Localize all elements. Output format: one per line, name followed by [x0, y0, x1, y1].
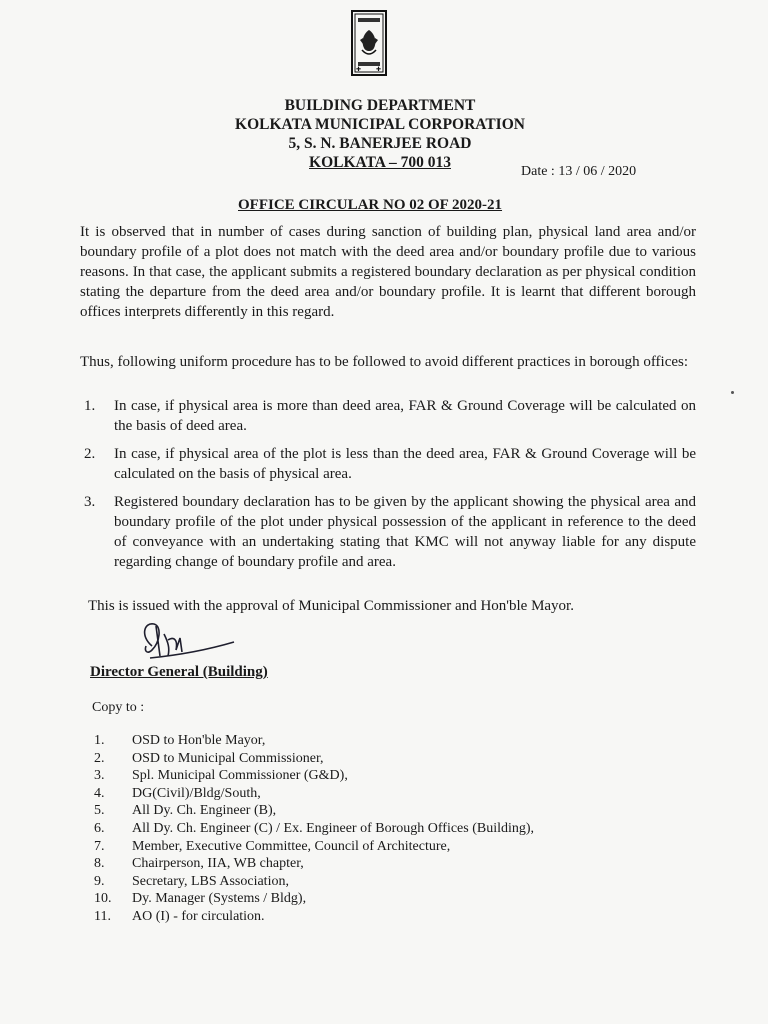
circular-title: OFFICE CIRCULAR NO 02 OF 2020-21	[238, 197, 503, 213]
recipient-number: 7.	[94, 838, 105, 854]
point-text: Registered boundary declaration has to be given by the applicant showing the physical area and boundary profile of the plot under physical possession of the applicant in reference to the deed of conveyance with an undertaking stating that KMC will not anyway liable for any dispute regarding change of boundary profile and area.	[114, 494, 696, 570]
recipient-text: OSD to Hon'ble Mayor,	[132, 733, 266, 748]
address-line: 5, S. N. BANERJEE ROAD	[288, 135, 472, 152]
circular-date: Date : 13 / 06 / 2020	[521, 164, 637, 179]
svg-text:✚: ✚	[376, 67, 382, 73]
recipient-number: 9.	[94, 873, 105, 889]
recipient-number: 8.	[94, 856, 105, 872]
recipient-text: All Dy. Ch. Engineer (C) / Ex. Engineer of Borough Offices (Building),	[132, 820, 535, 836]
recipient-number: 4.	[94, 785, 105, 801]
list-item	[80, 492, 696, 572]
recipient-text: Secretary, LBS Association,	[132, 873, 289, 889]
letterhead	[200, 96, 560, 172]
list-item	[94, 890, 694, 908]
recipient-number: 10.	[94, 891, 112, 907]
point-number: 2.	[84, 446, 96, 462]
recipient-number: 1.	[94, 733, 105, 748]
recipient-text: AO (I) - for circulation.	[132, 908, 265, 924]
copy-to-label: Copy to :	[92, 700, 145, 715]
recipient-text: Spl. Municipal Commissioner (G&D),	[132, 768, 348, 784]
signature-icon	[130, 616, 240, 670]
approval-note: This is issued with the approval of Municipal Commissioner and Hon'ble Mayor.	[88, 598, 574, 614]
recipient-number: 3.	[94, 768, 105, 784]
list-item	[94, 732, 694, 750]
point-text: In case, if physical area is more than deed area, FAR & Ground Coverage will be calculated on the basis of deed area.	[114, 398, 696, 434]
list-item	[94, 873, 694, 891]
recipient-number: 11.	[94, 908, 111, 924]
svg-text:✚: ✚	[356, 67, 362, 73]
procedure-paragraph: Thus, following uniform procedure has to be followed to avoid different practices in borough offices:	[80, 354, 689, 370]
point-number: 1.	[84, 398, 96, 414]
recipient-number: 5.	[94, 803, 105, 819]
list-item	[94, 785, 694, 803]
scan-speck	[731, 391, 734, 394]
recipient-text: OSD to Municipal Commissioner,	[132, 750, 324, 766]
recipient-number: 2.	[94, 750, 105, 766]
recipient-text: Dy. Manager (Systems / Bldg),	[132, 891, 307, 907]
city-line: KOLKATA – 700 013	[309, 154, 451, 171]
recipient-text: All Dy. Ch. Engineer (B),	[132, 803, 277, 819]
recipient-text: Member, Executive Committee, Council of Architecture,	[132, 838, 451, 854]
list-item	[94, 855, 694, 873]
list-item	[80, 444, 696, 484]
signatory-title: Director General (Building)	[90, 664, 268, 680]
kmc-emblem-icon	[351, 10, 387, 76]
list-item	[94, 908, 694, 926]
list-item	[94, 802, 694, 820]
recipient-text: DG(Civil)/Bldg/South,	[132, 785, 261, 801]
list-item	[94, 820, 694, 838]
point-text: In case, if physical area of the plot is less than the deed area, FAR & Ground Coverage will be calculated on the basis of physical area.	[114, 446, 696, 482]
copy-recipients	[94, 732, 694, 926]
list-item	[94, 838, 694, 856]
recipient-number: 6.	[94, 820, 105, 836]
list-item	[80, 396, 696, 436]
point-number: 3.	[84, 494, 96, 510]
recipient-text: Chairperson, IIA, WB chapter,	[132, 856, 304, 872]
list-item	[94, 767, 694, 785]
intro-paragraph: It is observed that in number of cases during sanction of building plan, physical land area and/or boundary profile of a plot does not match with the deed area and/or boundary profile due to various reasons. In that case, the applicant submits a registered boundary declaration as per physical condition stating the departure from the deed area and/or boundary profile. It is learnt that different borough offices interprets differently in this regard.	[80, 224, 696, 320]
department-name: BUILDING DEPARTMENT	[284, 97, 476, 114]
procedure-points	[80, 396, 696, 580]
list-item	[94, 750, 694, 768]
organization-name: KOLKATA MUNICIPAL CORPORATION	[235, 116, 525, 133]
